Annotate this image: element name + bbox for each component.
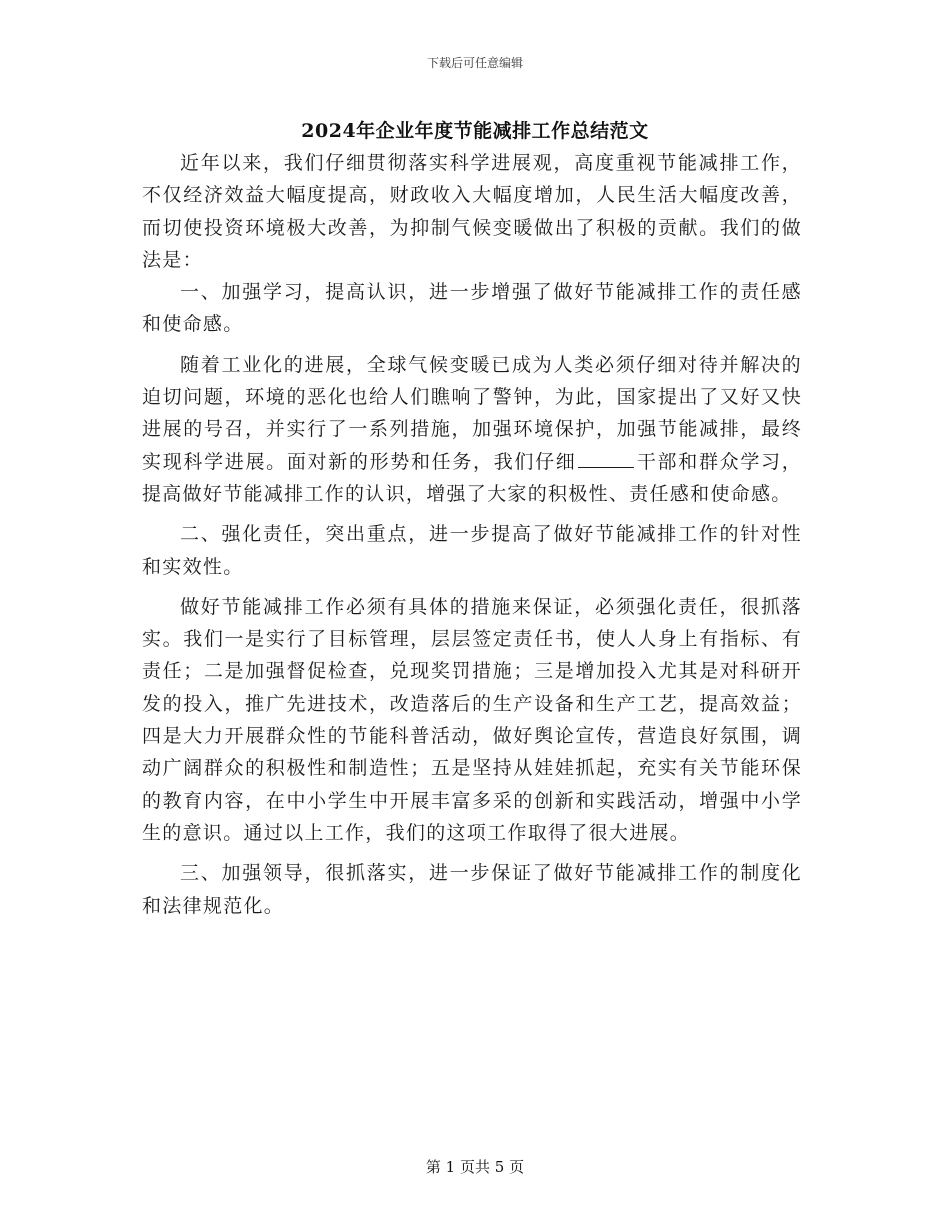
paragraph-intro: 近年以来，我们仔细贯彻落实科学进展观，高度重视节能减排工作，不仅经济效益大幅度提高，财政收入大幅度增加，人民生活大幅度改善，而切使投资环境极大改善，为抑制气候变暖做出了积极的贡献。我们的做法是： bbox=[142, 152, 802, 271]
document-title: 2024年企业年度节能减排工作总结范文 bbox=[301, 120, 649, 142]
paragraph-section-1-part-a: 随着工业化的进展，全球气候变暖已成为人类必须仔细对待并解决的迫切问题，环境的恶化也给人们瞧响了警钟，为此，国家提出了又好又快进展的号召，并实行了一系列措施，加强环境保护，加强节能减排，最终实现科学进展。面对新的形势和任务，我们仔细 bbox=[142, 353, 802, 473]
paragraph-section-1 bbox=[142, 349, 802, 510]
paragraph-section-1-part-b: 干部和群众学习，提高做好节能减排工作的认识，增强了大家的积极性、责任感和使命感。 bbox=[142, 450, 802, 505]
section-heading-2: 二、强化责任，突出重点，进一步提高了做好节能减排工作的针对性和实效性。 bbox=[142, 523, 802, 578]
paragraph-section-2: 做好节能减排工作必须有具体的措施来保证，必须强化责任，很抓落实。我们一是实行了目标管理，层层签定责任书，使人人身上有指标、有责任；二是加强督促检查，兑现奖罚措施；三是增加投入尤其是对科研开发的投入，推广先进技术，改造落后的生产设备和生产工艺，提高效益；四是大力开展群众性的节能科普活动，做好舆论宣传，营造良好氛围，调动广阔群众的积极性和制造性；五是坚持从娃娃抓起，充实有关节能环保的教育内容，在中小学生中开展丰富多采的创新和实践活动，增强中小学生的意识。通过以上工作，我们的这项工作取得了很大进展。 bbox=[142, 595, 802, 844]
fill-in-blank bbox=[578, 449, 634, 468]
header-note: 下载后可任意编辑 bbox=[426, 56, 523, 70]
section-heading-3: 三、加强领导，很抓落实，进一步保证了做好节能减排工作的制度化和法律规范化。 bbox=[142, 862, 802, 917]
page-number: 第 1 页共 5 页 bbox=[425, 1158, 525, 1176]
section-heading-1: 一、加强学习，提高认识，进一步增强了做好节能减排工作的责任感和使命感。 bbox=[142, 281, 802, 336]
document-body bbox=[142, 147, 802, 922]
